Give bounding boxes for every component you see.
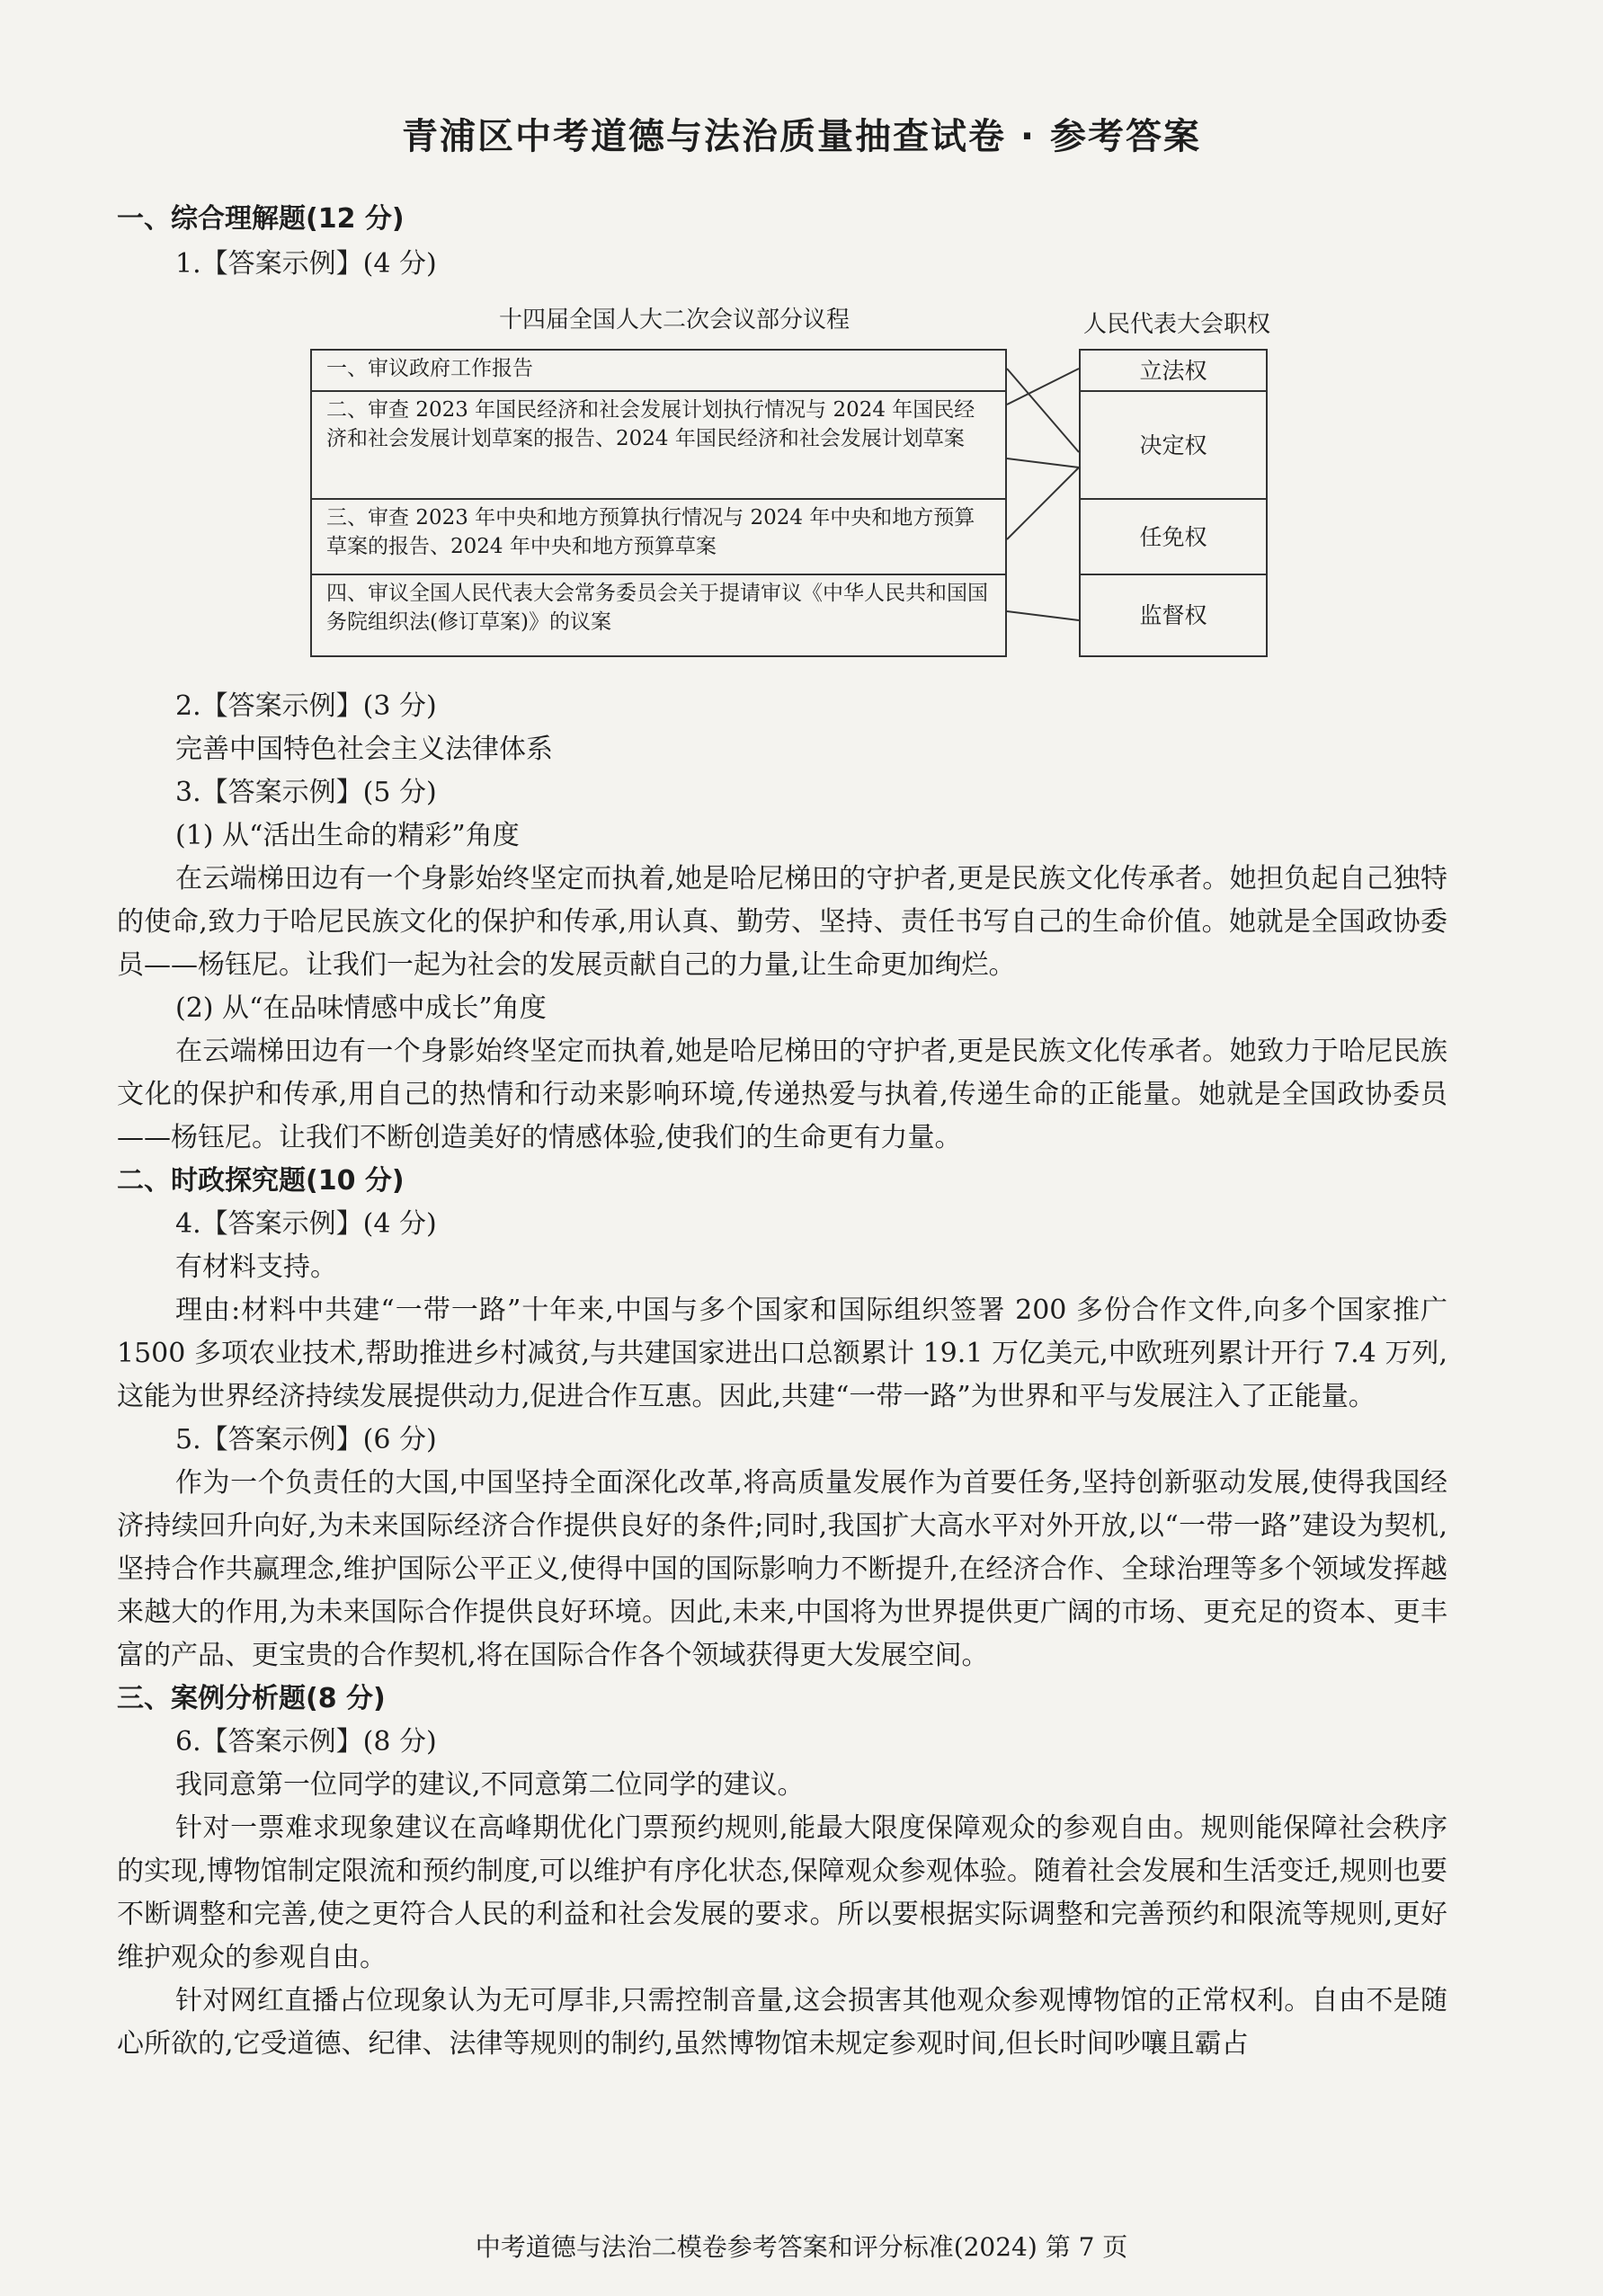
power-item: 决定权 bbox=[1081, 392, 1266, 500]
q6-p3: 针对网红直播占位现象认为无可厚非,只需控制音量,这会损害其他观众参观博物馆的正常权利。自由不是随心所欲的,它受道德、纪律、法律等规则的制约,虽然博物馆未规定参观时间,但长时间吵嚷且霸占 bbox=[117, 1985, 1447, 2060]
q2-label: 2.【答案示例】(3 分) bbox=[175, 690, 437, 722]
q4-label: 4.【答案示例】(4 分) bbox=[175, 1208, 437, 1240]
q2-answer: 完善中国特色社会主义法律体系 bbox=[175, 734, 553, 765]
section-3-heading: 三、案例分析题(8 分) bbox=[117, 1683, 386, 1714]
q3-a-label: (1) 从“活出生命的精彩”角度 bbox=[175, 820, 520, 851]
power-item: 立法权 bbox=[1081, 351, 1266, 392]
agenda-item: 一、审议政府工作报告 bbox=[312, 351, 1005, 392]
q5-answer: 作为一个负责任的大国,中国坚持全面深化改革,将高质量发展作为首要任务,坚持创新驱动发展,使得我国经济持续回升向好,为未来国际经济合作提供良好的条件;同时,我国扩大高水平对外开放,以“一带一路”建设为契机,坚持合作共赢理念,维护国际公平正义,使得中国的国际影响力不断提升,在经济合作、全球治理等多个领域发挥越来越大的作用,为未来国际合作提供良好环境。因此,未来,中国将为世界提供更广阔的市场、更充足的资本、更丰富的产品、更宝贵的合作契机,将在国际合作各个领域获得更大发展空间。 bbox=[117, 1467, 1447, 1671]
power-item: 监督权 bbox=[1139, 602, 1207, 628]
q6-label: 6.【答案示例】(8 分) bbox=[175, 1726, 437, 1758]
agenda-item: 四、审议全国人民代表大会常务委员会关于提请审议《中华人民共和国国务院组织法(修订草案)》的议案 bbox=[326, 582, 988, 634]
page-footer: 中考道德与法治二模卷参考答案和评分标准(2024) 第 7 页 bbox=[475, 2232, 1128, 2262]
q4-reason: 理由:材料中共建“一带一路”十年来,中国与多个国家和国际组织签署 200 多份合作文件,向多个国家推广 1500 多项农业技术,帮助推进乡村减贫,与共建国家进出口总额累计 19.1 万亿美元,中欧班列累计开行 7.4 万列,这能为世界经济持续发展提供动力,促进合作互惠。因此,共建“一带一路”为世界和平与发展注入了正能量。 bbox=[117, 1295, 1447, 1412]
page-title: 青浦区中考道德与法治质量抽查试卷 · 参考答案 bbox=[401, 116, 1202, 157]
q3-b-text: 在云端梯田边有一个身影始终坚定而执着,她是哈尼梯田的守护者,更是民族文化传承者。她致力于哈尼民族文化的保护和传承,用自己的热情和行动来影响环境,传递热爱与执着,传递生命的正能量。她就是全国政协委员——杨钰尼。让我们不断创造美好的情感体验,使我们的生命更有力量。 bbox=[117, 1036, 1447, 1153]
agenda-item: 二、审查 2023 年国民经济和社会发展计划执行情况与 2024 年国民经济和社会发展计划草案的报告、2024 年国民经济和社会发展计划草案 bbox=[312, 392, 1005, 500]
match-line bbox=[1007, 458, 1079, 467]
match-line bbox=[1007, 369, 1079, 405]
power-item: 任免权 bbox=[1081, 500, 1266, 575]
q4-answer: 有材料支持。 bbox=[175, 1251, 337, 1283]
agenda-title: 十四届全国人大二次会议部分议程 bbox=[499, 307, 850, 334]
q3-label: 3.【答案示例】(5 分) bbox=[175, 777, 437, 808]
agenda-table bbox=[310, 349, 1007, 657]
q6-p1: 我同意第一位同学的建议,不同意第二位同学的建议。 bbox=[175, 1769, 805, 1801]
q3-b-label: (2) 从“在品味情感中成长”角度 bbox=[175, 992, 547, 1024]
match-line bbox=[1007, 369, 1079, 452]
q6-p2: 针对一票难求现象建议在高峰期优化门票预约规则,能最大限度保障观众的参观自由。规则能保障社会秩序的实现,博物馆制定限流和预约制度,可以维护有序化状态,保障观众参观体验。随着社会发展和生活变迁,规则也要不断调整和完善,使之更符合人民的利益和社会发展的要求。所以要根据实际调整和完善预约和限流等规则,更好维护观众的参观自由。 bbox=[117, 1812, 1447, 1973]
q2 bbox=[117, 685, 1447, 2066]
powers-table bbox=[1079, 349, 1268, 657]
match-line bbox=[1007, 467, 1079, 539]
agenda-item: 三、审查 2023 年中央和地方预算执行情况与 2024 年中央和地方预算草案的报告、2024 年中央和地方预算草案 bbox=[312, 500, 1005, 575]
q3-a-text: 在云端梯田边有一个身影始终坚定而执着,她是哈尼梯田的守护者,更是民族文化传承者。她担负起自己独特的使命,致力于哈尼民族文化的保护和传承,用认真、勤劳、坚持、责任书写自己的生命价值。她就是全国政协委员——杨钰尼。让我们一起为社会的发展贡献自己的力量,让生命更加绚烂。 bbox=[117, 863, 1447, 981]
section-2-heading: 二、时政探究题(10 分) bbox=[117, 1165, 405, 1197]
powers-title: 人民代表大会职权 bbox=[1083, 311, 1271, 338]
q5-label: 5.【答案示例】(6 分) bbox=[175, 1424, 437, 1455]
section-1-heading: 一、综合理解题(12 分) bbox=[117, 203, 405, 235]
q1-label: 1.【答案示例】(4 分) bbox=[175, 248, 437, 280]
match-line bbox=[1007, 611, 1079, 620]
